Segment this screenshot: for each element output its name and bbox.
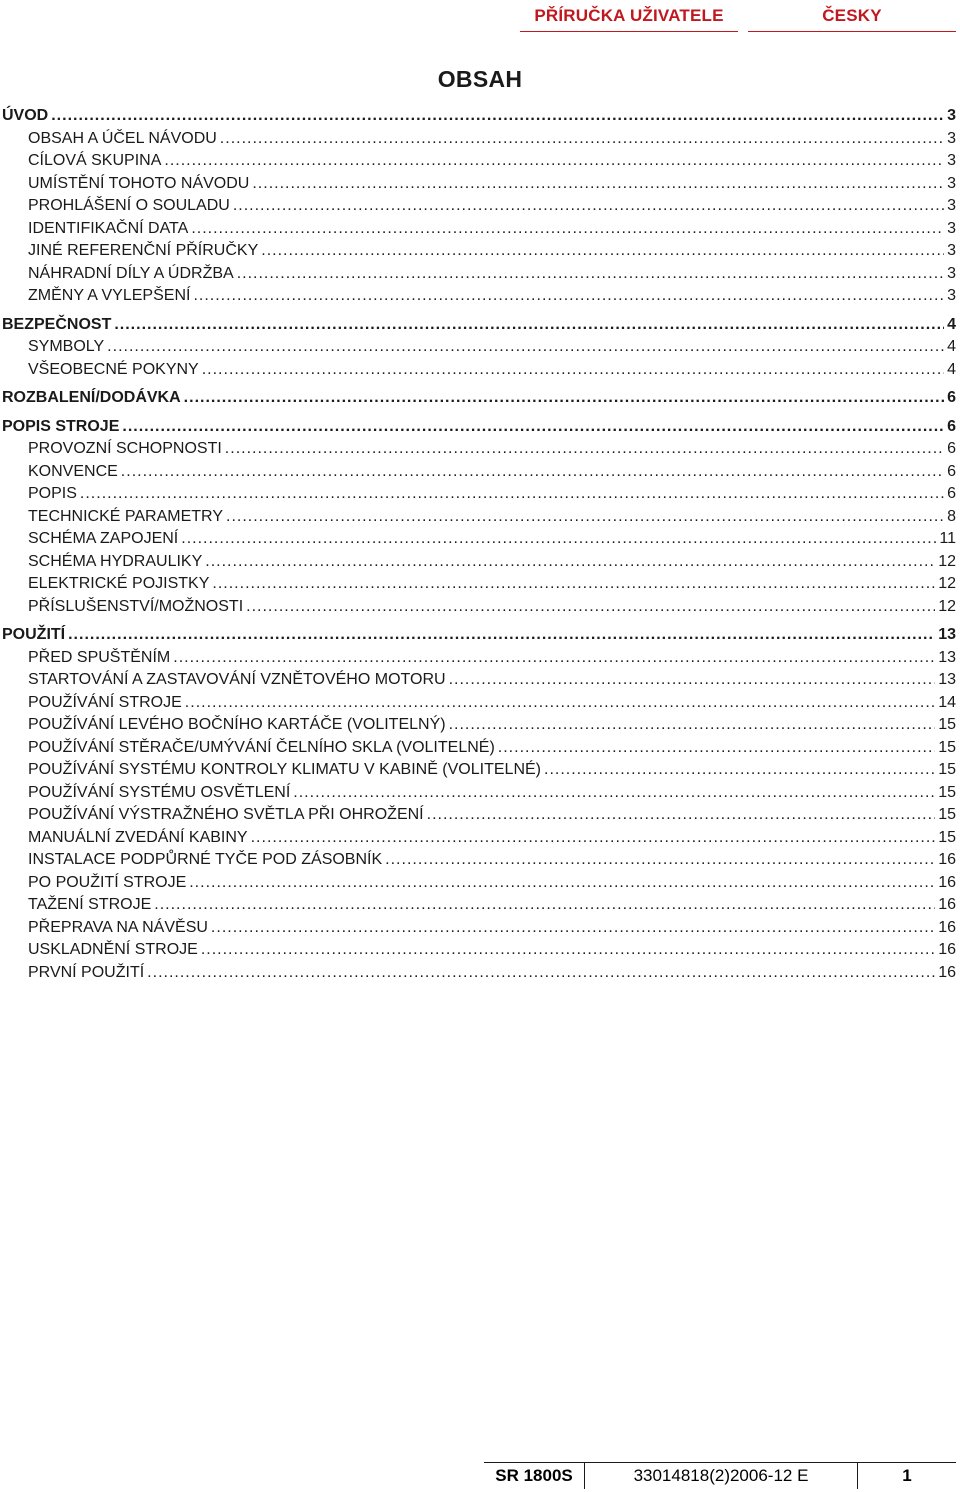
toc-entry[interactable] xyxy=(28,596,956,619)
toc-leader-dots xyxy=(449,714,936,737)
toc-label: STARTOVÁNÍ A ZASTAVOVÁNÍ VZNĚTOVÉHO MOTORU xyxy=(28,671,446,688)
toc-leader-dots xyxy=(220,128,944,151)
toc-label: VŠEOBECNÉ POKYNY xyxy=(28,360,199,378)
toc-section[interactable] xyxy=(2,416,956,439)
toc-leader-dots xyxy=(173,647,935,670)
toc-entry[interactable] xyxy=(28,528,956,551)
toc-page-number: 6 xyxy=(947,440,956,457)
toc-leader-dots xyxy=(191,218,944,241)
toc-leader-dots xyxy=(251,827,936,850)
toc-page-number: 15 xyxy=(938,828,956,846)
toc-label: USKLADNĚNÍ STROJE xyxy=(28,941,198,958)
toc-entry[interactable] xyxy=(28,647,956,670)
toc-entry[interactable] xyxy=(28,782,956,805)
toc-label: BEZPEČNOST xyxy=(2,315,112,333)
toc-entry[interactable] xyxy=(28,804,956,827)
toc-entry[interactable] xyxy=(28,285,956,308)
toc-label: PŘED SPUŠTĚNÍM xyxy=(28,648,171,666)
toc-page-number: 3 xyxy=(947,129,956,147)
toc-leader-dots xyxy=(68,624,935,647)
page-header xyxy=(520,0,956,32)
toc-page-number: 13 xyxy=(938,648,956,666)
toc-entry[interactable] xyxy=(28,461,956,484)
toc-entry[interactable] xyxy=(28,737,956,760)
toc-label: TAŽENÍ STROJE xyxy=(28,896,152,913)
toc-label: ÚVOD xyxy=(2,107,49,124)
toc-entry[interactable] xyxy=(28,692,956,715)
toc-section[interactable] xyxy=(2,314,956,337)
toc-page-number: 15 xyxy=(938,738,956,756)
toc-leader-dots xyxy=(185,692,935,715)
toc-page-number: 16 xyxy=(938,896,956,913)
toc-entry[interactable] xyxy=(28,336,956,359)
manual-title: PŘÍRUČKA UŽIVATELE xyxy=(520,0,738,32)
toc-entry[interactable] xyxy=(28,849,956,872)
toc-page-number: 12 xyxy=(938,597,956,615)
toc-page-number: 6 xyxy=(947,462,956,480)
toc-entry[interactable] xyxy=(28,483,956,506)
toc-leader-dots xyxy=(189,872,935,895)
toc-label: KONVENCE xyxy=(28,462,118,480)
toc-page-number: 16 xyxy=(938,963,956,981)
toc-leader-dots xyxy=(211,917,935,940)
toc-entry[interactable] xyxy=(28,359,956,382)
toc-leader-dots xyxy=(212,573,935,596)
toc-page-number: 6 xyxy=(947,389,956,406)
toc-label: PŘEPRAVA NA NÁVĚSU xyxy=(28,918,208,936)
toc-entry[interactable] xyxy=(28,872,956,895)
toc-entry[interactable] xyxy=(28,827,956,850)
toc-label: POUŽÍVÁNÍ VÝSTRAŽNÉHO SVĚTLA PŘI OHROŽENÍ xyxy=(28,806,424,823)
toc-leader-dots xyxy=(226,506,944,529)
toc-page-number: 3 xyxy=(947,107,956,124)
toc-page-number: 16 xyxy=(938,941,956,958)
toc-leader-dots xyxy=(544,759,935,782)
toc-page-number: 14 xyxy=(938,693,956,711)
toc-entry[interactable] xyxy=(28,438,956,461)
toc-label: POUŽÍVÁNÍ LEVÉHO BOČNÍHO KARTÁČE (VOLITELNÝ) xyxy=(28,716,446,733)
page-title: OBSAH xyxy=(437,66,523,92)
toc-label: POUŽÍVÁNÍ STĚRAČE/UMÝVÁNÍ ČELNÍHO SKLA (VOLITELNÉ) xyxy=(28,738,495,756)
toc-leader-dots xyxy=(201,939,935,962)
toc-label: NÁHRADNÍ DÍLY A ÚDRŽBA xyxy=(28,264,234,282)
toc-entry[interactable] xyxy=(28,240,956,263)
toc-label: INSTALACE PODPŮRNÉ TYČE POD ZÁSOBNÍK xyxy=(28,851,383,868)
toc-leader-dots xyxy=(261,240,944,263)
toc-page-number: 4 xyxy=(947,338,956,355)
toc-label: ZMĚNY A VYLEPŠENÍ xyxy=(28,287,191,304)
toc-label: ELEKTRICKÉ POJISTKY xyxy=(28,575,210,592)
toc-page-number: 12 xyxy=(938,552,956,570)
toc-page-number: 3 xyxy=(947,219,956,237)
document-code: 33014818(2)2006-12 E xyxy=(585,1463,858,1489)
toc-label: POPIS STROJE xyxy=(2,417,120,435)
toc-leader-dots xyxy=(154,894,935,917)
toc-entry[interactable] xyxy=(28,917,956,940)
toc-leader-dots xyxy=(233,195,944,218)
toc-label: POUŽÍVÁNÍ STROJE xyxy=(28,693,182,711)
toc-entry[interactable] xyxy=(28,263,956,286)
toc-page-number: 15 xyxy=(938,761,956,778)
toc-label: CÍLOVÁ SKUPINA xyxy=(28,152,162,169)
toc-entry[interactable] xyxy=(28,128,956,151)
toc-leader-dots xyxy=(246,596,935,619)
toc-entry[interactable] xyxy=(28,894,956,917)
toc-leader-dots xyxy=(427,804,936,827)
toc-entry[interactable] xyxy=(28,506,956,529)
toc-leader-dots xyxy=(147,962,935,985)
toc-page-number: 13 xyxy=(938,626,956,643)
toc-leader-dots xyxy=(193,285,944,308)
toc-leader-dots xyxy=(184,387,944,410)
toc-label: POPIS xyxy=(28,485,77,502)
toc-leader-dots xyxy=(114,314,944,337)
toc-entry[interactable] xyxy=(28,195,956,218)
toc-leader-dots xyxy=(252,173,944,196)
toc-label: ROZBALENÍ/DODÁVKA xyxy=(2,389,181,406)
toc-page-number: 3 xyxy=(947,287,956,304)
toc-page-number: 3 xyxy=(947,197,956,214)
toc-page-number: 3 xyxy=(947,264,956,282)
toc-label: PŘÍSLUŠENSTVÍ/MOŽNOSTI xyxy=(28,597,244,615)
toc-section[interactable] xyxy=(2,624,956,647)
toc-leader-dots xyxy=(202,359,944,382)
toc-label: JINÉ REFERENČNÍ PŘÍRUČKY xyxy=(28,242,259,259)
toc-label: MANUÁLNÍ ZVEDÁNÍ KABINY xyxy=(28,828,248,846)
toc-leader-dots xyxy=(385,849,935,872)
toc-page-number: 6 xyxy=(947,417,956,435)
toc-page-number: 3 xyxy=(947,152,956,169)
toc-leader-dots xyxy=(498,737,935,760)
language-label: ČESKY xyxy=(748,0,956,32)
page-number: 1 xyxy=(902,1466,912,1485)
toc-label: POUŽITÍ xyxy=(2,626,66,643)
table-of-contents xyxy=(2,105,956,984)
toc-entry[interactable] xyxy=(28,173,956,196)
toc-leader-dots xyxy=(293,782,935,805)
toc-page-number: 16 xyxy=(938,918,956,936)
toc-leader-dots xyxy=(181,528,936,551)
toc-label: OBSAH A ÚČEL NÁVODU xyxy=(28,129,217,147)
toc-leader-dots xyxy=(107,336,944,359)
toc-label: IDENTIFIKAČNÍ DATA xyxy=(28,219,189,237)
toc-entry[interactable] xyxy=(28,551,956,574)
toc-page-number: 12 xyxy=(938,575,956,592)
toc-leader-dots xyxy=(449,669,936,692)
toc-label: POUŽÍVÁNÍ SYSTÉMU KONTROLY KLIMATU V KABINĚ (VOLITELNÉ) xyxy=(28,761,541,778)
toc-entry[interactable] xyxy=(28,218,956,241)
toc-leader-dots xyxy=(205,551,935,574)
toc-leader-dots xyxy=(237,263,944,286)
toc-page-number: 3 xyxy=(947,242,956,259)
toc-page-number: 8 xyxy=(947,507,956,525)
toc-page-number: 15 xyxy=(938,806,956,823)
toc-label: UMÍSTĚNÍ TOHOTO NÁVODU xyxy=(28,174,250,192)
toc-page-number: 15 xyxy=(938,783,956,801)
toc-label: PROVOZNÍ SCHOPNOSTI xyxy=(28,440,222,457)
toc-leader-dots xyxy=(51,105,944,128)
toc-leader-dots xyxy=(121,461,944,484)
toc-page-number: 3 xyxy=(947,174,956,192)
toc-label: TECHNICKÉ PARAMETRY xyxy=(28,507,223,525)
toc-page-number: 16 xyxy=(938,851,956,868)
toc-entry[interactable] xyxy=(28,669,956,692)
toc-label: SCHÉMA ZAPOJENÍ xyxy=(28,530,179,547)
toc-label: SYMBOLY xyxy=(28,338,105,355)
page-footer xyxy=(484,1462,956,1489)
toc-page-number: 15 xyxy=(938,716,956,733)
toc-leader-dots xyxy=(225,438,944,461)
toc-entry[interactable] xyxy=(28,939,956,962)
toc-section[interactable] xyxy=(2,105,956,128)
toc-entry[interactable] xyxy=(28,714,956,737)
toc-entry[interactable] xyxy=(28,962,956,985)
toc-page-number: 4 xyxy=(947,315,956,333)
toc-page-number: 6 xyxy=(947,485,956,502)
toc-leader-dots xyxy=(80,483,944,506)
toc-label: SCHÉMA HYDRAULIKY xyxy=(28,552,203,570)
toc-page-number: 16 xyxy=(938,873,956,891)
toc-entry[interactable] xyxy=(28,573,956,596)
toc-label: POUŽÍVÁNÍ SYSTÉMU OSVĚTLENÍ xyxy=(28,783,291,801)
toc-entry[interactable] xyxy=(28,150,956,173)
toc-leader-dots xyxy=(122,416,944,439)
toc-section[interactable] xyxy=(2,387,956,410)
toc-label: PROHLÁŠENÍ O SOULADU xyxy=(28,197,230,214)
toc-page-number: 11 xyxy=(939,530,956,547)
toc-label: PO POUŽITÍ STROJE xyxy=(28,873,187,891)
toc-page-number: 4 xyxy=(947,360,956,378)
toc-label: PRVNÍ POUŽITÍ xyxy=(28,963,145,981)
toc-page-number: 13 xyxy=(938,671,956,688)
model-name: SR 1800S xyxy=(484,1463,585,1489)
toc-entry[interactable] xyxy=(28,759,956,782)
toc-leader-dots xyxy=(164,150,944,173)
